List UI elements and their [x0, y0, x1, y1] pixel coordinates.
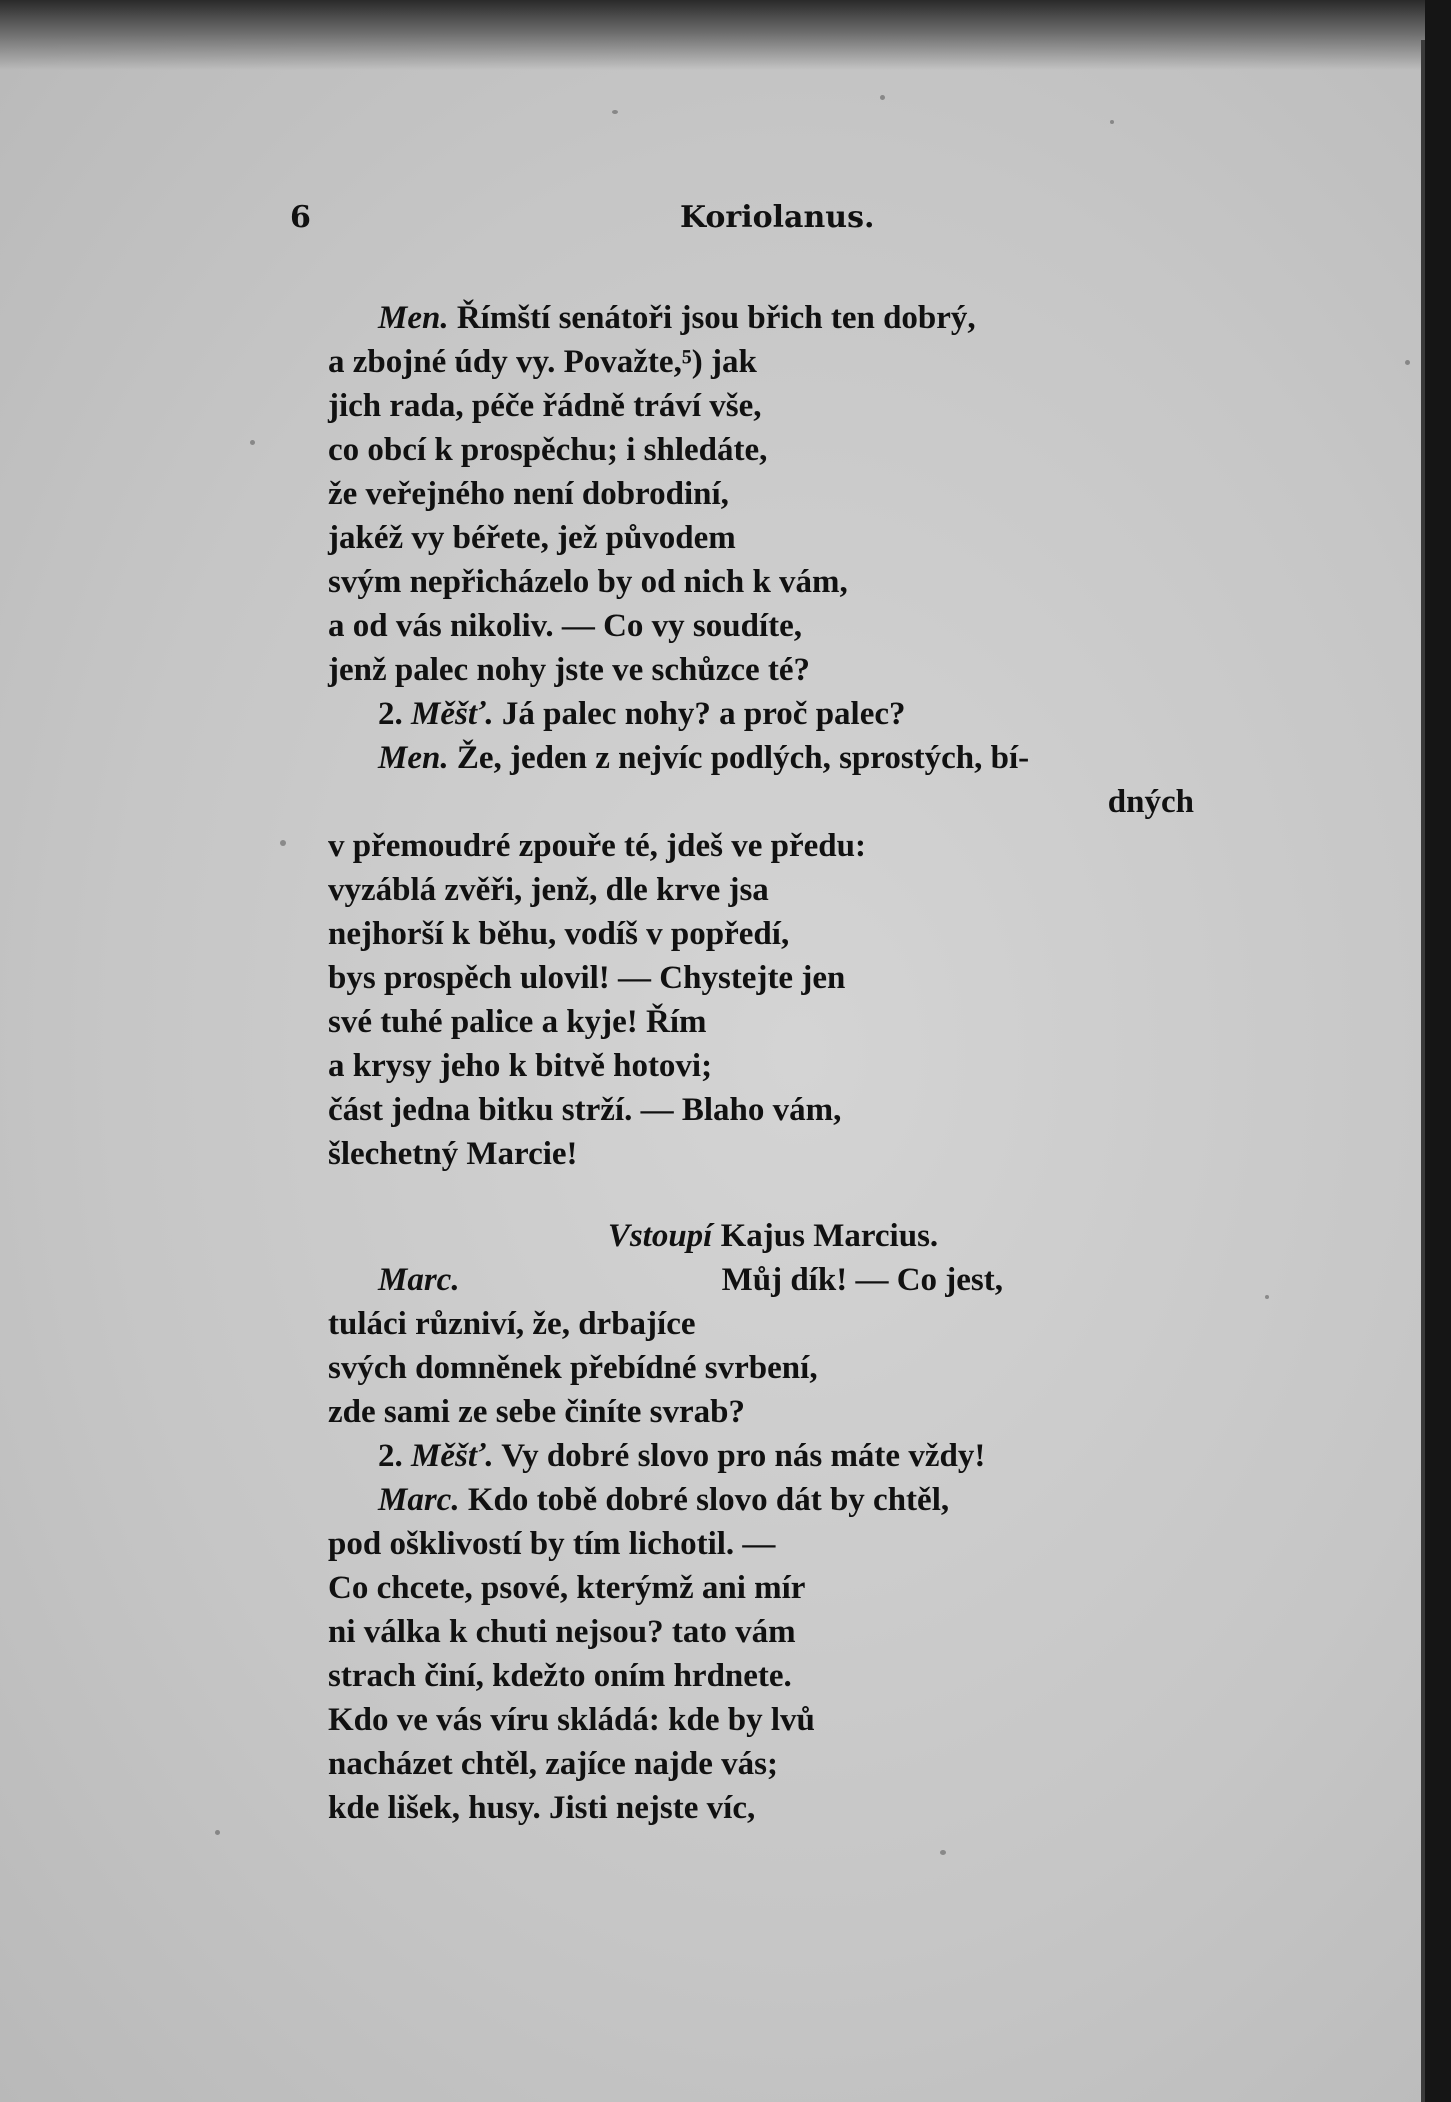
- verse-line: [328, 1522, 1248, 1566]
- verse-line: [328, 340, 1248, 384]
- verse-text: Kdo ve vás víru skládá: kde by lvů: [328, 1702, 815, 1738]
- verse-text: Kdo tobě dobré slovo dát by chtěl,: [459, 1482, 950, 1518]
- verse-text: pod ošklivostí by tím lichotil. —: [328, 1526, 776, 1562]
- verse-text: tuláci různiví, že, drbajíce: [328, 1306, 696, 1342]
- verse-text: Já palec nohy? a proč palec?: [493, 696, 906, 732]
- verse-text: jich rada, péče řádně tráví vše,: [328, 388, 762, 424]
- scan-speck: [1110, 120, 1114, 124]
- verse-line: [328, 428, 1248, 472]
- verse-text: co obcí k prospěchu; i shledáte,: [328, 432, 768, 468]
- verse-text: svým nepřicházelo by od nich k vám,: [328, 564, 848, 600]
- running-title: Koriolanus.: [680, 200, 875, 235]
- verse-text: Vy dobré slovo pro nás máte vždy!: [493, 1438, 986, 1474]
- verse-text: že veřejného není dobrodiní,: [328, 476, 729, 512]
- verse-line: [328, 736, 1248, 780]
- verse-text: Římští senátoři jsou břich ten dobrý,: [448, 300, 976, 336]
- stage-direction-verb: Vstoupí: [607, 1218, 713, 1254]
- verse-line: [328, 1786, 1248, 1830]
- verse-text: šlechetný Marcie!: [328, 1136, 578, 1172]
- scan-speck: [250, 440, 255, 445]
- verse-line: [328, 1478, 1248, 1522]
- verse-line: [328, 1654, 1248, 1698]
- verse-text: a krysy jeho k bitvě hotovi;: [328, 1048, 713, 1084]
- verse-line: [328, 1088, 1248, 1132]
- scan-top-shadow: [0, 0, 1451, 70]
- scan-speck: [280, 840, 286, 846]
- verse-text: v přemoudré zpouře té, jdeš ve předu:: [328, 828, 866, 864]
- scan-speck: [612, 110, 618, 114]
- verse-line: [328, 1346, 1248, 1390]
- speaker-name: Měšť.: [411, 1438, 494, 1474]
- speaker-name: Men.: [378, 740, 449, 776]
- verse-line: [328, 780, 1248, 824]
- verse-line: [328, 604, 1248, 648]
- verse-line: [328, 296, 1248, 340]
- verse-line: [328, 868, 1248, 912]
- verse-text: Že, jeden z nejvíc podlých, sprostých, bí-: [448, 740, 1030, 776]
- stage-direction: [328, 1214, 1248, 1258]
- verse-text: zde sami ze sebe činíte svrab?: [328, 1394, 745, 1430]
- verse-line: [328, 1610, 1248, 1654]
- scan-speck: [880, 95, 885, 100]
- play-text: [328, 296, 1248, 1830]
- verse-text: ni válka k chuti nejsou? tato vám: [328, 1614, 796, 1650]
- speaker-name: Men.: [378, 300, 449, 336]
- scan-speck: [1405, 360, 1410, 365]
- verse-line: [328, 1566, 1248, 1610]
- speaker-name: Měšť.: [411, 696, 494, 732]
- scan-speck: [940, 1850, 946, 1855]
- verse-line: [328, 1044, 1248, 1088]
- verse-line: [328, 1742, 1248, 1786]
- verse-text: a od vás nikoliv. — Co vy soudíte,: [328, 608, 803, 644]
- verse-line: [328, 516, 1248, 560]
- verse-line: [328, 1302, 1248, 1346]
- speaker-name: Marc.: [378, 1482, 460, 1518]
- stage-direction-text: Kajus Marcius.: [712, 1218, 939, 1254]
- verse-line: [328, 1000, 1248, 1044]
- verse-line: [328, 472, 1248, 516]
- verse-text: dných: [1107, 784, 1194, 820]
- verse-line: [328, 648, 1248, 692]
- speaker-number: 2.: [378, 1438, 411, 1474]
- speaker-number: 2.: [378, 696, 411, 732]
- verse-text: a zbojné údy vy. Považte,⁵) jak: [328, 344, 757, 380]
- verse-line: [328, 912, 1248, 956]
- verse-text: Můj dík! — Co jest,: [721, 1262, 1003, 1298]
- verse-text: svých domněnek přebídné svrbení,: [328, 1350, 818, 1386]
- verse-text: vyzáblá zvěři, jenž, dle krve jsa: [328, 872, 769, 908]
- page-number: 6: [290, 200, 311, 235]
- scan-right-border: [1425, 0, 1451, 2102]
- verse-text: část jedna bitku strží. — Blaho vám,: [328, 1092, 842, 1128]
- verse-line: [328, 1258, 1248, 1302]
- verse-line: [328, 956, 1248, 1000]
- page-header: [0, 200, 1451, 244]
- verse-text: nejhorší k běhu, vodíš v popředí,: [328, 916, 790, 952]
- verse-text: jakéž vy béřete, jež původem: [328, 520, 736, 556]
- verse-text: své tuhé palice a kyje! Řím: [328, 1004, 707, 1040]
- scan-speck: [215, 1830, 220, 1835]
- verse-line: [328, 1390, 1248, 1434]
- verse-text: kde lišek, husy. Jisti nejste víc,: [328, 1790, 756, 1826]
- verse-line: [328, 384, 1248, 428]
- verse-text: nacházet chtěl, zajíce najde vás;: [328, 1746, 778, 1782]
- verse-line: [328, 1132, 1248, 1176]
- verse-text: bys prospěch ulovil! — Chystejte jen: [328, 960, 846, 996]
- verse-line: [328, 1698, 1248, 1742]
- speaker-name: Marc.: [378, 1262, 460, 1298]
- verse-text: strach činí, kdežto oním hrdnete.: [328, 1658, 792, 1694]
- verse-line: [328, 560, 1248, 604]
- verse-line: [328, 1434, 1248, 1478]
- verse-text: Co chcete, psové, kterýmž ani mír: [328, 1570, 806, 1606]
- verse-text: jenž palec nohy jste ve schůzce té?: [328, 652, 811, 688]
- verse-line: [328, 824, 1248, 868]
- scan-speck: [1265, 1295, 1269, 1299]
- verse-line: [328, 692, 1248, 736]
